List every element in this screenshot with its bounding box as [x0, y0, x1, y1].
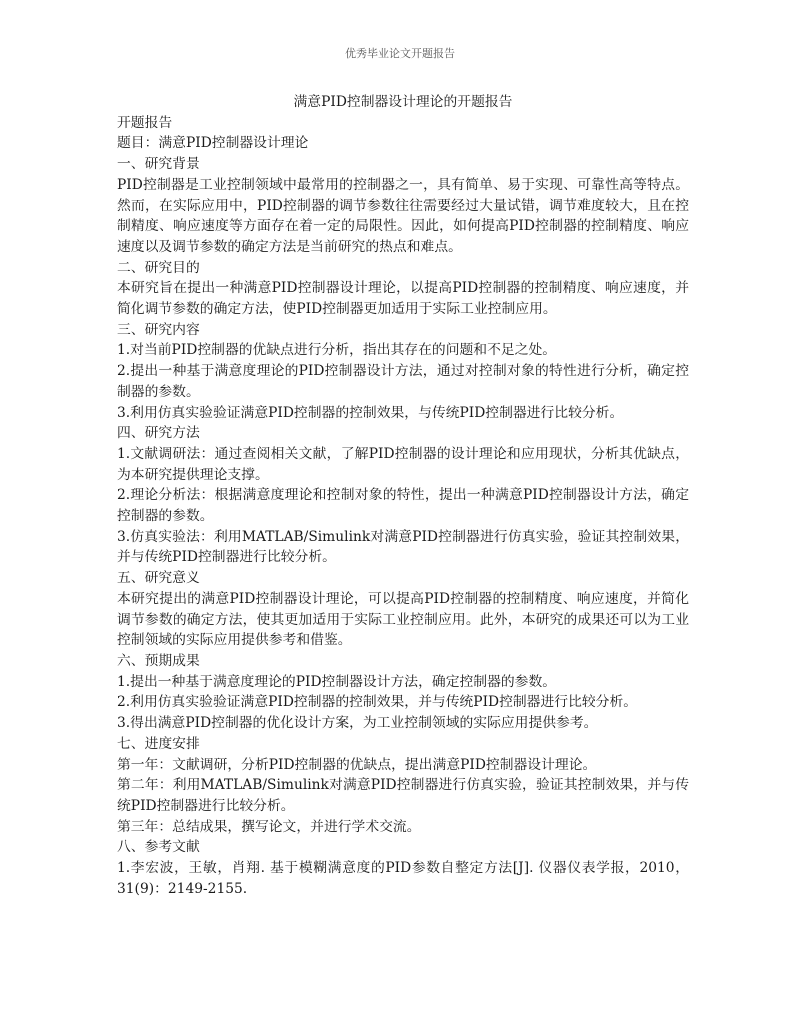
section-methods: [117, 423, 689, 568]
running-header: 优秀毕业论文开题报告: [345, 47, 455, 60]
list-item: 2.提出一种基于满意度理论的PID控制器设计方法，通过对控制对象的特性进行分析，确定控制器的参数。: [117, 363, 689, 400]
section-significance: [117, 568, 689, 651]
section-heading: 五、研究意义: [117, 570, 200, 587]
list-item: 第三年：总结成果，撰写论文，并进行学术交流。: [117, 818, 421, 835]
list-item: 第二年：利用MATLAB/Simulink对满意PID控制器进行仿真实验，验证其控制效果，并与传统PID控制器进行比较分析。: [117, 777, 689, 814]
document-title: 满意PID控制器设计理论的开题报告: [293, 94, 513, 110]
section-heading: 六、预期成果: [117, 652, 200, 669]
report-label: 开题报告: [117, 114, 173, 131]
section-purpose: [117, 258, 689, 320]
section-heading: 四、研究方法: [117, 425, 200, 442]
list-item: 1.对当前PID控制器的优缺点进行分析，指出其存在的问题和不足之处。: [117, 342, 557, 359]
section-paragraph: PID控制器是工业控制领域中最常用的控制器之一，具有简单、易于实现、可靠性高等特点。然而，在实际应用中，PID控制器的调节参数往往需要经过大量试错，调节难度较大，且在控制精度、响应速度等方面存在着一定的局限性。因此，如何提高PID控制器的控制精度、响应速度以及调节参数的确定方法是当前研究的热点和难点。: [117, 176, 689, 255]
list-item: 3.利用仿真实验验证满意PID控制器的控制效果，与传统PID控制器进行比较分析。: [117, 404, 624, 421]
section-heading: 二、研究目的: [117, 259, 200, 276]
section-heading: 八、参考文献: [117, 839, 200, 856]
list-item: 1.提出一种基于满意度理论的PID控制器设计方法，确定控制器的参数。: [117, 673, 557, 690]
list-item: 2.利用仿真实验验证满意PID控制器的控制效果，并与传统PID控制器进行比较分析。: [117, 694, 638, 711]
section-results: [117, 651, 689, 734]
list-item: 3.仿真实验法：利用MATLAB/Simulink对满意PID控制器进行仿真实验，验证其控制效果，并与传统PID控制器进行比较分析。: [117, 528, 689, 566]
list-item: 3.得出满意PID控制器的优化设计方案，为工业控制领域的实际应用提供参考。: [117, 715, 598, 732]
section-heading: 一、研究背景: [117, 156, 200, 173]
section-paragraph: 本研究提出的满意PID控制器设计理论，可以提高PID控制器的控制精度、响应速度，并简化调节参数的确定方法，使其更加适用于实际工业控制应用。此外，本研究的成果还可以为工业控制领域的实际应用提供参考和借鉴。: [117, 590, 689, 649]
section-heading: 三、研究内容: [117, 321, 200, 338]
section-paragraph: 本研究旨在提出一种满意PID控制器设计理论，以提高PID控制器的控制精度、响应速度，并简化调节参数的确定方法，使PID控制器更加适用于实际工业控制应用。: [117, 280, 689, 318]
subject-line: 题目：满意PID控制器设计理论: [117, 135, 309, 152]
section-references: [117, 837, 689, 899]
section-content: [117, 320, 689, 424]
section-schedule: [117, 734, 689, 838]
section-heading: 七、进度安排: [117, 735, 200, 752]
document-body: [117, 92, 689, 899]
list-item: 第一年：文献调研，分析PID控制器的优缺点，提出满意PID控制器设计理论。: [117, 756, 597, 773]
section-background: [117, 154, 689, 258]
list-item: 1.文献调研法：通过查阅相关文献，了解PID控制器的设计理论和应用现状，分析其优缺点，为本研究提供理论支撑。: [117, 445, 689, 483]
list-item: 2.理论分析法：根据满意度理论和控制对象的特性，提出一种满意PID控制器设计方法，确定控制器的参数。: [117, 487, 689, 525]
reference-item: 1.李宏波，王敏，肖翔. 基于模糊满意度的PID参数自整定方法[J]. 仪器仪表学报，2010，31(9)：2149-2155.: [117, 860, 689, 897]
